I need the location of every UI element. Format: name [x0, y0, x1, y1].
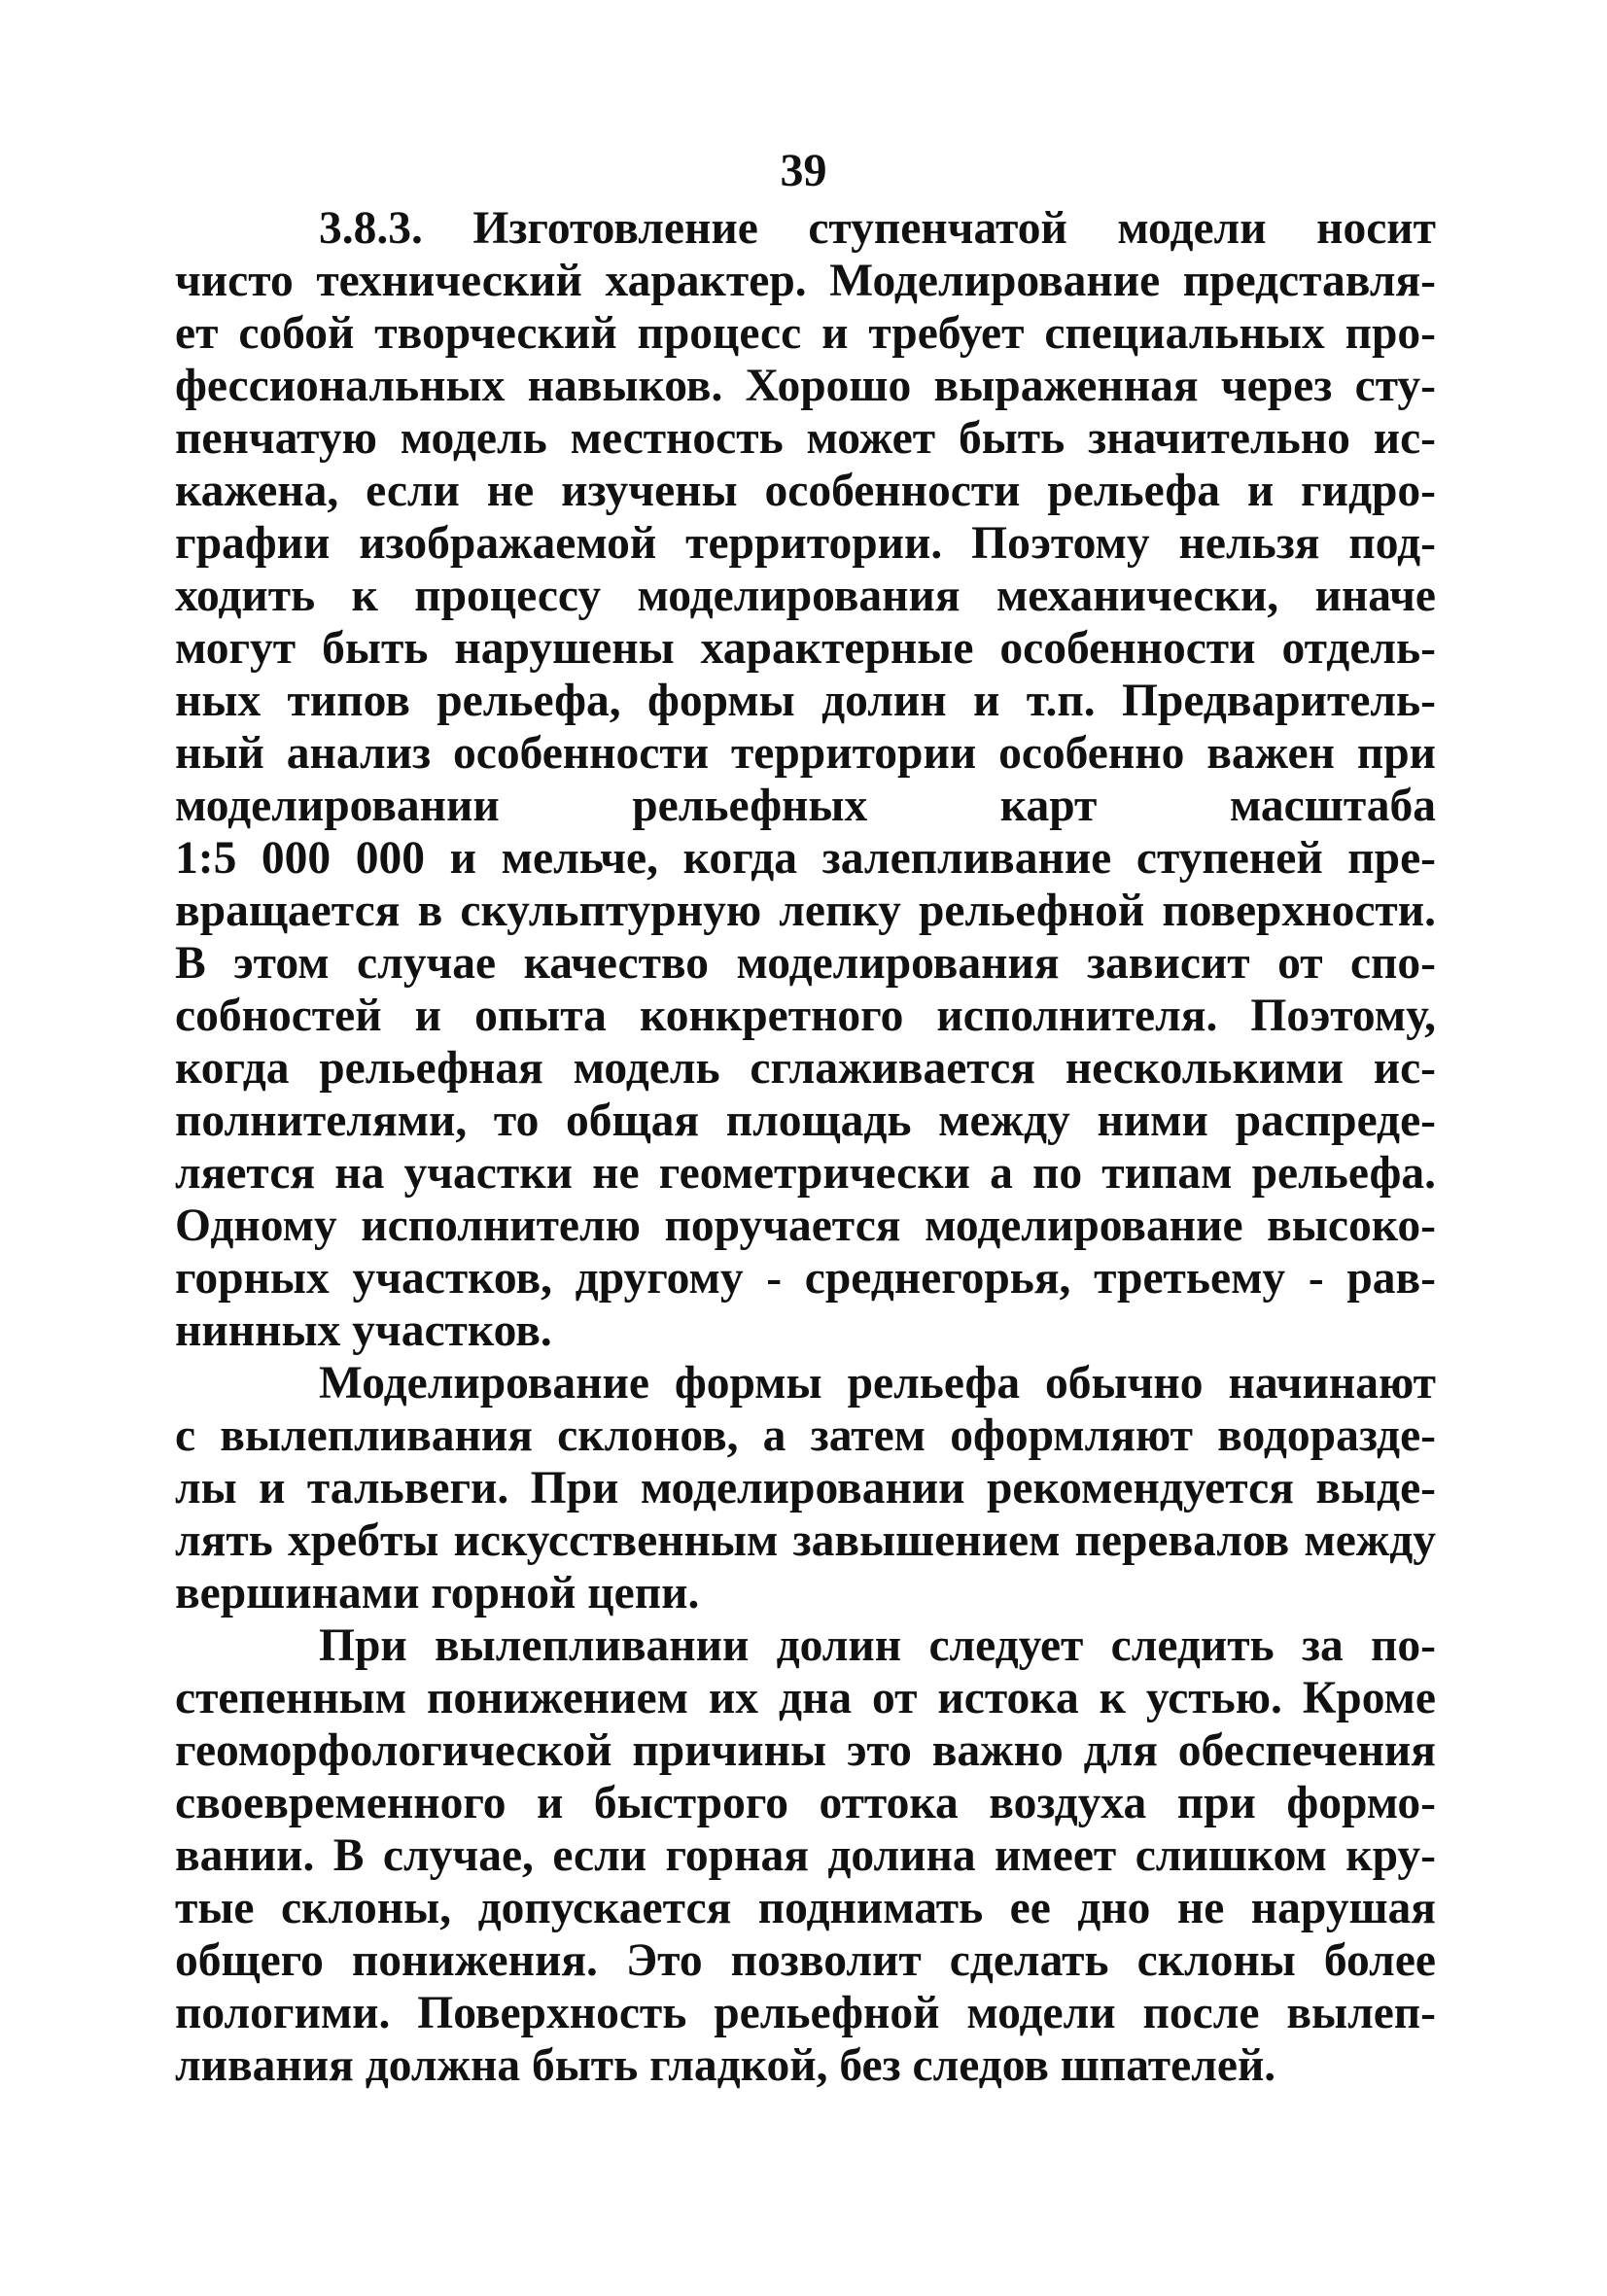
text-line: графии изображаемой территории. Поэтому нельзя под- — [175, 518, 1436, 569]
text-line: геоморфологической причины это важно для обеспечения — [175, 1725, 1436, 1776]
text-line: своевременного и быстрого оттока воздуха при формо- — [175, 1778, 1436, 1828]
text-line: лять хребты искусственным завышением перевалов между — [175, 1515, 1436, 1566]
text-line: когда рельефная модель сглаживается несколькими ис- — [175, 1043, 1436, 1094]
page-number: 39 — [780, 145, 827, 196]
text-line: нинных участков. — [175, 1305, 552, 1356]
text-line: вании. В случае, если горная долина имеет слишком кру- — [175, 1830, 1436, 1881]
text-line: моделировании рельефных карт масштаба — [175, 781, 1436, 831]
text-line: чисто технический характер. Моделирование представля- — [175, 256, 1436, 306]
text-line: полнителями, то общая площадь между ними распреде- — [175, 1096, 1436, 1146]
text-line: с вылепливания склонов, а затем оформляют водоразде- — [175, 1410, 1436, 1461]
text-line: ходить к процессу моделирования механически, иначе — [175, 571, 1436, 621]
text-line: Моделирование формы рельефа обычно начинают — [319, 1358, 1436, 1409]
text-line: В этом случае качество моделирования зависит от спо- — [175, 938, 1436, 989]
text-line: пологими. Поверхность рельефной модели после вылеп- — [175, 1988, 1436, 2038]
text-line: 3.8.3. Изготовление ступенчатой модели носит — [319, 203, 1436, 254]
text-line: тые склоны, допускается поднимать ее дно не нарушая — [175, 1883, 1436, 1933]
text-line: 1:5 000 000 и мельче, когда залепливание ступеней пре- — [175, 833, 1436, 884]
text-line: общего понижения. Это позволит сделать склоны более — [175, 1935, 1436, 1986]
text-line: кажена, если не изучены особенности рельефа и гидро- — [175, 466, 1436, 516]
text-line: лы и тальвеги. При моделировании рекомендуется выде- — [175, 1463, 1436, 1513]
text-line: ный анализ особенности территории особенно важен при — [175, 728, 1436, 779]
text-line: ляется на участки не геометрически а по типам рельефа. — [175, 1148, 1436, 1199]
text-line: ет собой творческий процесс и требует специальных про- — [175, 308, 1436, 359]
text-line: ных типов рельефа, формы долин и т.п. Предваритель- — [175, 676, 1436, 726]
text-line: ливания должна быть гладкой, без следов шпателей. — [175, 2040, 1276, 2091]
text-line: собностей и опыта конкретного исполнителя. Поэтому, — [175, 991, 1436, 1041]
text-line: степенным понижением их дна от истока к устью. Кроме — [175, 1673, 1436, 1723]
text-line: горных участков, другому - среднегорья, третьему - рав- — [175, 1253, 1436, 1304]
text-line: вершинами горной цепи. — [175, 1568, 700, 1618]
text-line: пенчатую модель местность может быть значительно ис- — [175, 413, 1436, 464]
text-line: могут быть нарушены характерные особенности отдель- — [175, 623, 1436, 674]
text-line: При вылепливании долин следует следить за по- — [319, 1620, 1436, 1671]
text-line: фессиональных навыков. Хорошо выраженная через сту- — [175, 361, 1436, 411]
text-line: Одному исполнителю поручается моделирование высоко- — [175, 1200, 1436, 1251]
text-line: вращается в скульптурную лепку рельефной поверхности. — [175, 886, 1436, 936]
